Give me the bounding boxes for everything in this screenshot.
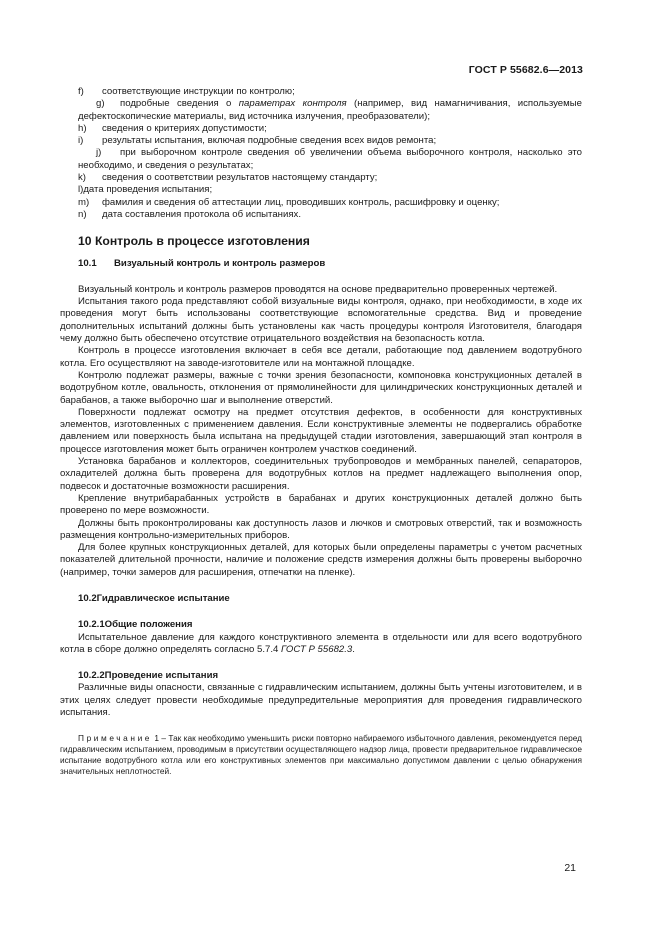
page-content xyxy=(60,86,582,777)
list-item: i) результаты испытания, включая подробные сведения всех видов ремонта; xyxy=(78,135,437,147)
paragraph: Контролю подлежат размеры, важные с точки зрения безопасности, компоновка конструкционных деталей в водотрубном котле, овальность, отклонения от прямолинейности для цилиндрических конструкционных деталей и барабанов, а также выборочно шаг и выполнение отверстий. xyxy=(60,369,582,406)
list-item: g) подробные сведения о параметрах контроля (например, вид намагничивания, используемые дефектоскопические материалы, вид источника излучения, преобразователи); xyxy=(78,98,582,122)
section-heading: 10 Контроль в процессе изготовления xyxy=(78,234,310,249)
paragraph: Визуальный контроль и контроль размеров проводятся на основе предварительно проверенных чертежей. xyxy=(78,283,558,295)
paragraph: Крепление внутрибарабанных устройств в барабанах и других конструкционных деталей должно быть проверено по мере возможности. xyxy=(60,492,582,517)
paragraph: Поверхности подлежат осмотру на предмет отсутствия дефектов, в особенности для конструктивных элементов, изготовленных с применением давления. Если конструктивные элементы не подвергались обработке давлением или поверхность была испытана на предыдущей стадии изготовления, завершающий этап контроля в процессе изготовления может быть ограничен контролем участков соединений. xyxy=(60,406,582,455)
paragraph: Различные виды опасности, связанные с гидравлическим испытанием, должны быть учтены изготовителем, и в этих целях следует провести необходимые предупредительные мероприятия для проведения гидравлического испытания. xyxy=(60,682,582,719)
note-label: Примечание xyxy=(78,733,153,744)
list-item: m) фамилия и сведения об аттестации лиц, проводивших контроль, расшифровку и оценку; xyxy=(78,196,500,208)
clause-heading: 10.2.2Проведение испытания xyxy=(78,670,219,682)
list-item: l) дата проведения испытания; xyxy=(78,184,213,196)
list-item: k) сведения о соответствии результатов настоящему стандарту; xyxy=(78,172,378,184)
paragraph: Контроль в процессе изготовления включает в себя все детали, работающие под давлением водотрубного котла. Его осуществляют на заводе-изготовителе или на монтажной площадке. xyxy=(60,345,582,369)
standard-reference: ГОСТ Р 55682.3 xyxy=(281,643,353,655)
page-number: 21 xyxy=(564,862,576,874)
note: Примечание 1 – Так как необходимо уменьшить риски повторно набираемого избыточного давления, рекомендуется перед гидравлическим испытанием, проводимым в присутствии осуществляющего надзор лица, провести предварительное гидравлическое испытание водотрубного котла или его конструктивных элементов при максимально допустимом давлении с целью обнаружения значительных неплотностей. xyxy=(60,733,582,777)
list-item: j) при выборочном контроле сведения об увеличении объема выборочного контроля, насколько это необходимо, и сведения о результатах; xyxy=(78,147,582,171)
subsection-heading: 10.1 Визуальный контроль и контроль размеров xyxy=(78,257,326,269)
document-id: ГОСТ Р 55682.6—2013 xyxy=(468,64,583,76)
subsection-heading: 10.2Гидравлическое испытание xyxy=(78,592,230,604)
list-item: h) сведения о критериях допустимости; xyxy=(78,122,267,134)
paragraph: Испытательное давление для каждого конструктивного элемента в отдельности или для всего водотрубного котла в сборе должно определять согласно 5.7.4 ГОСТ Р 55682.3. xyxy=(60,631,582,655)
list-item: n) дата составления протокола об испытаниях. xyxy=(78,208,301,220)
paragraph: Должны быть проконтролированы как доступность лазов и лючков и смотровых отверстий, так и возможность размещения контрольно-измерительных приборов. xyxy=(60,517,582,541)
paragraph: Для более крупных конструкционных деталей, для которых были определены параметры с учетом расчетных показателей длительной прочности, наличие и положение средств измерения должны быть проверены выборочно (например, точки замеров для расширения, отпечатки на пленке). xyxy=(60,542,582,578)
clause-heading: 10.2.1Общие положения xyxy=(78,619,193,631)
paragraph: Установка барабанов и коллекторов, соединительных трубопроводов и мембранных панелей, сепараторов, охладителей должна быть проверена для водотрубных котлов на предмет надлежащего выполнения опор, подвесок и достаточные возможности расширения. xyxy=(60,456,582,492)
list-item: f) соответствующие инструкции по контролю; xyxy=(78,86,295,97)
paragraph: Испытания такого рода представляют собой визуальные виды контроля, однако, при необходимости, в ходе их проведения могут быть использованы соответствующие вспомогательные средства. Вид и проведение дополнительных испытаний должны быть установлены как часть процедуры контроля Изготовителя, благодаря чему должно быть обеспечено отсутствие отрицательного воздействия на безопасность котла. xyxy=(60,296,582,345)
